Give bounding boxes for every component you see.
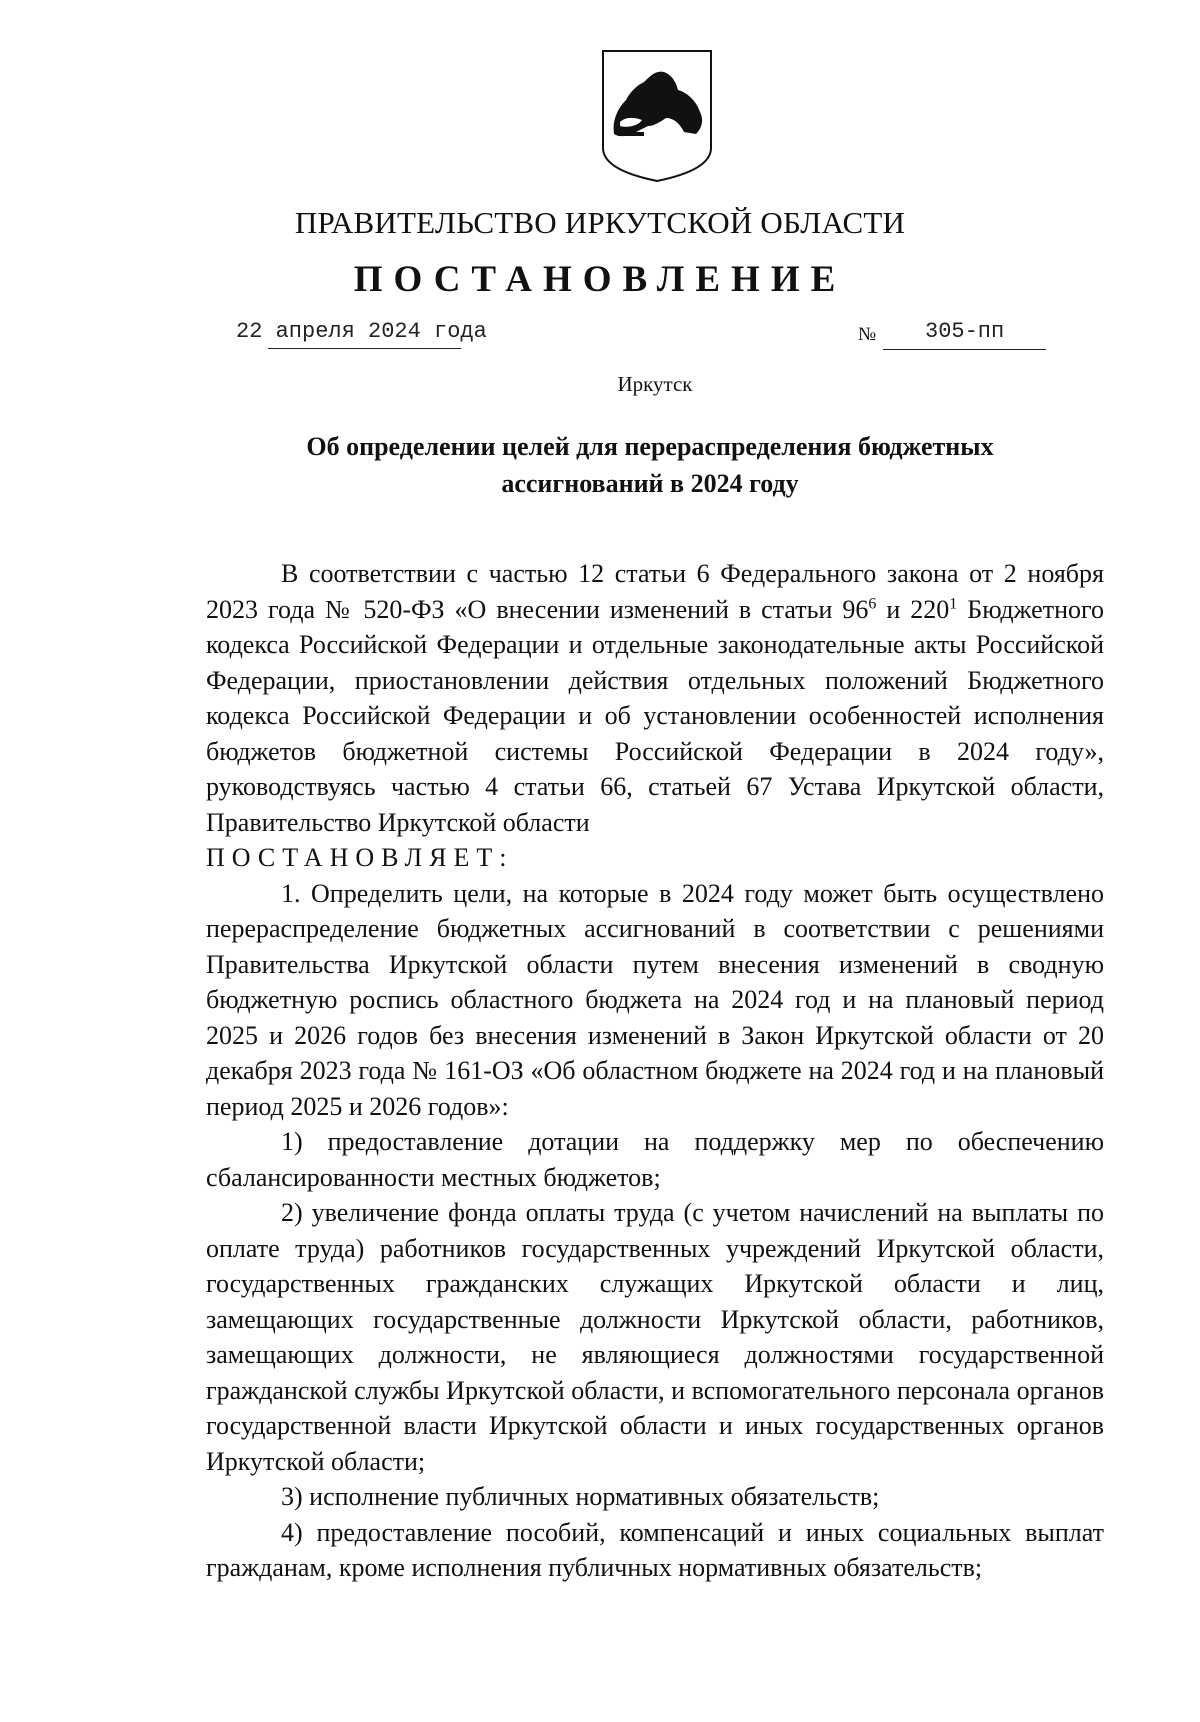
decree-word: ПОСТАНОВЛЯЕТ: — [206, 843, 514, 872]
date-underline — [268, 348, 461, 349]
document-type: ПОСТАНОВЛЕНИЕ — [353, 259, 847, 300]
preamble-part-1: В соответствии с частью 12 статьи 6 Федерального закона от 2 ноября 2023 года № 520-ФЗ «О внесении изменений в статьи 96 — [206, 559, 1104, 624]
document-number: 305-пп — [925, 319, 1005, 344]
preamble-part-2: и 220 — [876, 594, 950, 624]
coat-of-arms-emblem — [600, 48, 714, 184]
superscript-2: 1 — [949, 594, 958, 612]
document-body — [206, 556, 1104, 1586]
document-date: 22 апреля 2024 года — [236, 319, 487, 344]
subitem-2: 2) увеличение фонда оплаты труда (с учетом начислений на выплаты по оплате труда) работников государственных учреждений Иркутской области, государственных гражданских служащих Иркутской области и лиц, замещающих государственные должности Иркутской области, работников, замещающих должности, не являющиеся должностями государственной гражданской службы Иркутской области, и вспомогательного персонала органов государственной власти Иркутской области и иных государственных органов Иркутской области; — [206, 1198, 1104, 1476]
document-title — [200, 428, 1100, 502]
city: Иркутск — [617, 372, 693, 396]
title-line-1: Об определении целей для перераспределения бюджетных — [306, 432, 994, 461]
preamble-paragraph — [206, 556, 1104, 840]
subitem-1: 1) предоставление дотации на поддержку мер по обеспечению сбалансированности местных бюджетов; — [206, 1127, 1104, 1192]
subitem-4: 4) предоставление пособий, компенсаций и иных социальных выплат гражданам, кроме исполнения публичных нормативных обязательств; — [206, 1517, 1104, 1582]
superscript-1: 6 — [868, 594, 877, 612]
number-underline — [883, 349, 1046, 350]
subitem-3: 3) исполнение публичных нормативных обязательств; — [281, 1482, 880, 1511]
preamble-part-3: Бюджетного кодекса Российской Федерации и отдельные законодательные акты Российской Федерации, приостановлении действия отдельных положений Бюджетного кодекса Российской Федерации и об установлении особенностей исполнения бюджетов бюджетной системы Российской Федерации в 2024 году», руководствуясь частью 4 статьи 66, статьей 67 Устава Иркутской области, Правительство Иркутской области — [206, 594, 1104, 837]
organization-name: ПРАВИТЕЛЬСТВО ИРКУТСКОЙ ОБЛАСТИ — [294, 205, 906, 240]
item-1-paragraph: 1. Определить цели, на которые в 2024 году может быть осуществлено перераспределение бюджетных ассигнований в соответствии с решениями Правительства Иркутской области путем внесения изменений в сводную бюджетную роспись областного бюджета на 2024 год и на плановый период 2025 и 2026 годов без внесения изменений в Закон Иркутской области от 20 декабря 2023 года № 161-ОЗ «Об областном бюджете на 2024 год и на плановый период 2025 и 2026 годов»: — [206, 878, 1104, 1121]
number-label: № — [858, 324, 877, 345]
title-line-2: ассигнований в 2024 году — [501, 469, 799, 498]
